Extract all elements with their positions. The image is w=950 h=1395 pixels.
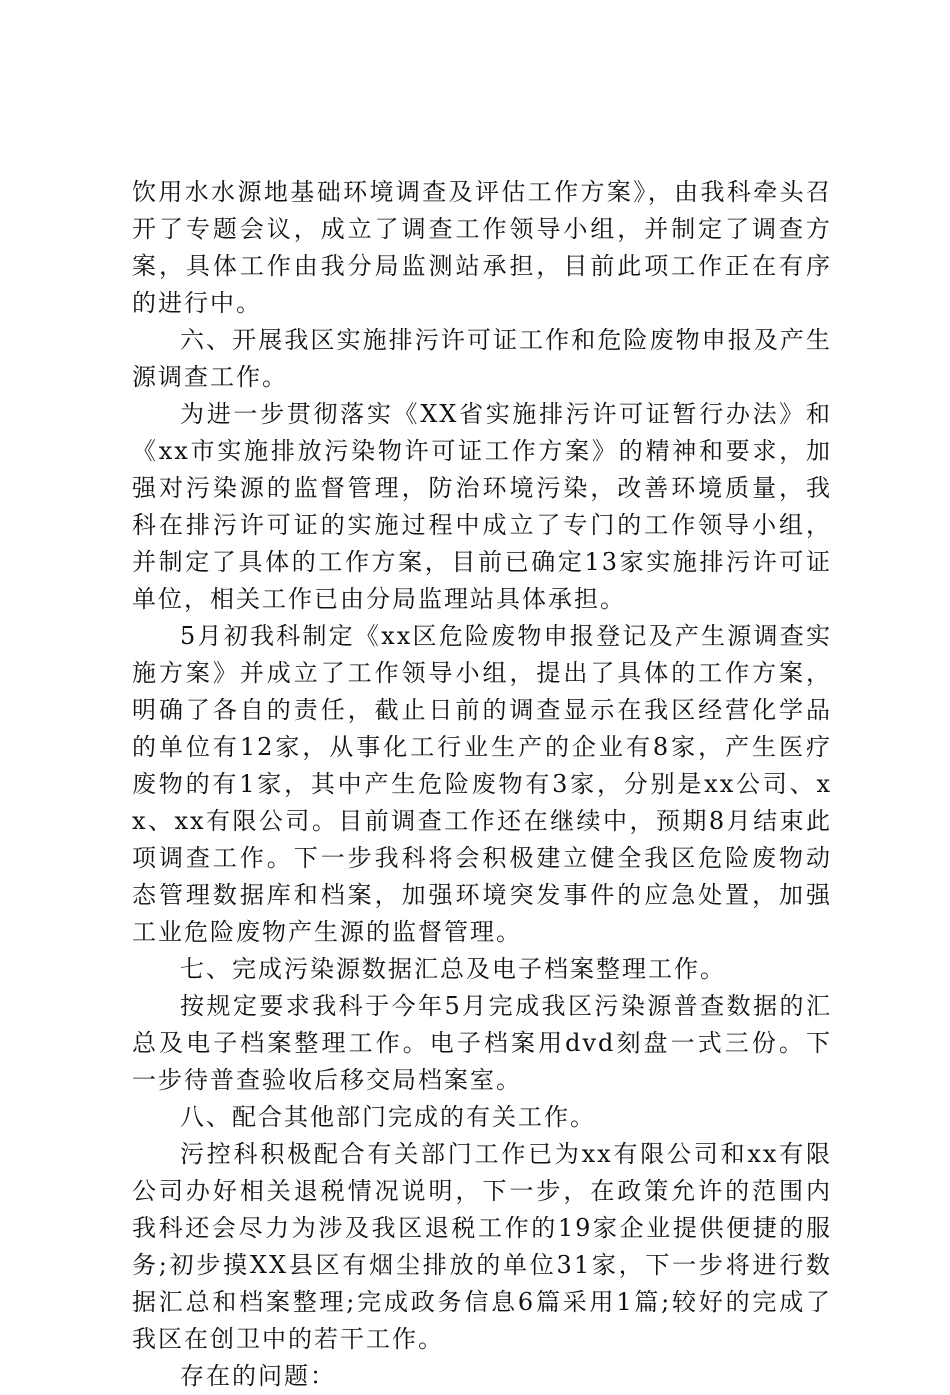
paragraph-permits: 为进一步贯彻落实《XX省实施排污许可证暂行办法》和《xx市实施排放污染物许可证工作方案》的精神和要求，加强对污染源的监督管理，防治环境污染，改善环境质量，我科在排污许可证的实施过程中成立了专门的工作领导小组，并制定了具体的工作方案，目前已确定13家实施排污许可证单位，相关工作已由分局监理站具体承担。 — [132, 400, 832, 613]
paragraph-data-archive: 按规定要求我科于今年5月完成我区污染源普查数据的汇总及电子档案整理工作。电子档案用dvd刻盘一式三份。下一步待普查验收后移交局档案室。 — [132, 992, 832, 1094]
paragraph-hazardous-waste: 5月初我科制定《xx区危险废物申报登记及产生源调查实施方案》并成立了工作领导小组，提出了具体的工作方案，明确了各自的责任，截止日前的调查显示在我区经营化学品的单位有12家，从事化工行业生产的企业有8家，产生医疗废物的有1家，其中产生危险废物有3家，分别是xx公司、xx、xx有限公司。目前调查工作还在继续中，预期8月结束此项调查工作。下一步我科将会积极建立健全我区危险废物动态管理数据库和档案，加强环境突发事件的应急处置，加强工业危险废物产生源的监督管理。 — [132, 622, 832, 946]
section-heading-7: 七、完成污染源数据汇总及电子档案整理工作。 — [180, 955, 726, 983]
problems-heading: 存在的问题： — [180, 1362, 336, 1390]
paragraph-continuation: 饮用水水源地基础环境调查及评估工作方案》，由我科牵头召开了专题会议，成立了调查工作领导小组，并制定了调查方案，具体工作由我分局监测站承担，目前此项工作正在有序的进行中。 — [132, 178, 832, 317]
document-body — [132, 174, 832, 1395]
section-heading-6: 六、开展我区实施排污许可证工作和危险废物申报及产生源调查工作。 — [132, 326, 832, 391]
paragraph-cooperation: 污控科积极配合有关部门工作已为xx有限公司和xx有限公司办好相关退税情况说明，下一步，在政策允许的范围内我科还会尽力为涉及我区退税工作的19家企业提供便捷的服务;初步摸XX县区有烟尘排放的单位31家，下一步将进行数据汇总和档案整理;完成政务信息6篇采用1篇;较好的完成了我区在创卫中的若干工作。 — [132, 1140, 832, 1353]
section-heading-8: 八、配合其他部门完成的有关工作。 — [180, 1103, 596, 1131]
